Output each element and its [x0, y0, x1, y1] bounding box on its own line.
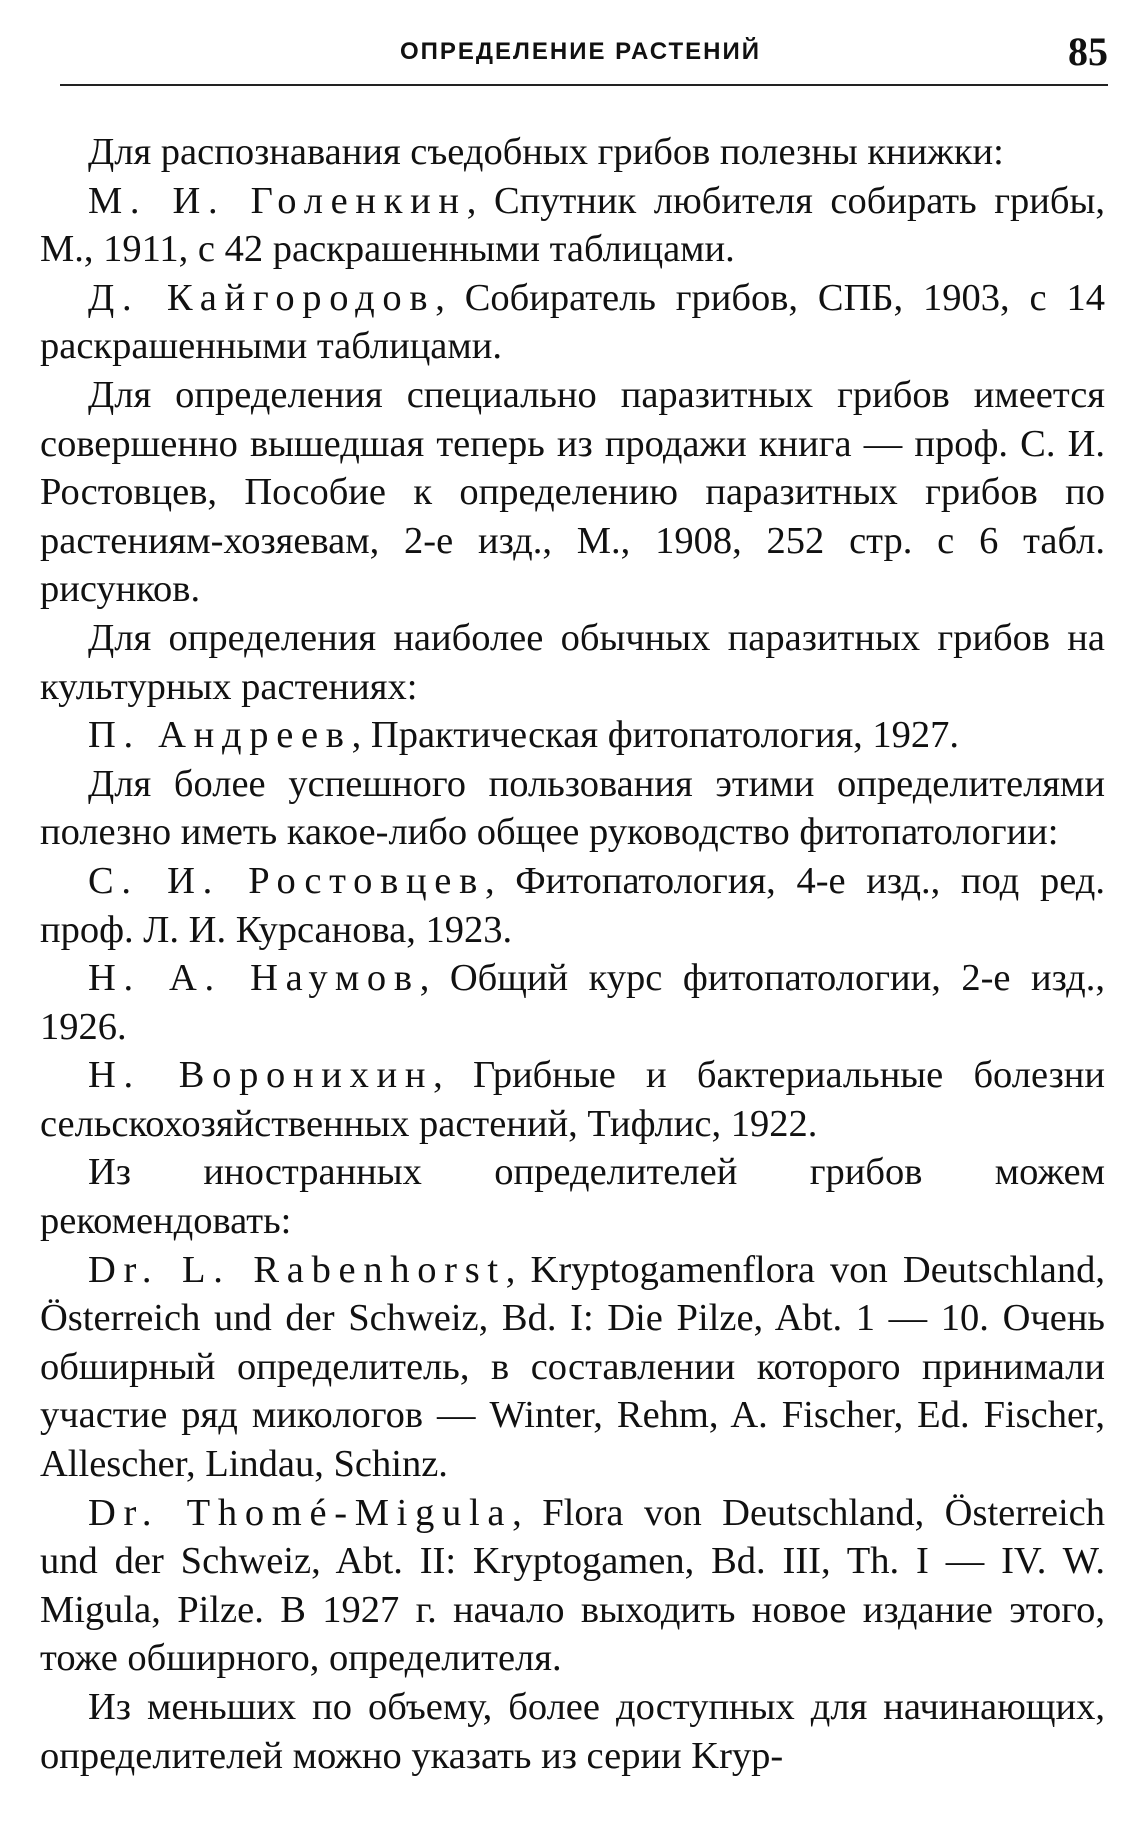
paragraph-text: , Практическая фитопатология, 1927. — [351, 714, 960, 757]
paragraph — [40, 371, 1105, 614]
paragraph — [40, 274, 1105, 371]
paragraph — [40, 1246, 1105, 1489]
author-name: Dr. Thomé-Migula — [88, 1491, 513, 1534]
paragraph-text: Из иностранных определителей грибов можем рекомендовать: — [40, 1151, 1105, 1243]
author-name: П. Андреев — [88, 714, 352, 757]
author-name: Н. А. Наумов — [88, 957, 420, 1000]
paragraph-text: , Kryptogamenflora von Deutschland, Österreich und der Schweiz, Bd. I: Die Pilze, Abt. 1 — 10. Очень обширный определитель, в составлении которого принимали участие ряд микологов — Winter, Rehm, A. Fischer, Ed. Fischer, Allescher, Lindau, Schinz. — [40, 1248, 1105, 1486]
paragraph-text: Для распознавания съедобных грибов полезны книжки: — [88, 131, 1004, 173]
paragraph-text: Из меньших по объему, более доступных для начинающих, определителей можно указать из серии Kryp- — [40, 1686, 1105, 1777]
paragraph — [40, 857, 1105, 954]
paragraph — [40, 177, 1105, 274]
author-name: М. И. Голенкин — [88, 179, 467, 222]
paragraph — [40, 128, 1105, 177]
paragraph — [40, 711, 1105, 760]
paragraph-text: , Собиратель грибов, СПБ, 1903, с 14 раскрашенными таблицами. — [40, 276, 1105, 368]
running-title: ОПРЕДЕЛЕНИЕ РАСТЕНИЙ — [400, 38, 762, 65]
paragraph — [40, 1489, 1105, 1683]
body-text — [40, 128, 1105, 1780]
paragraph — [40, 1683, 1105, 1780]
paragraph-text: Для определения специально паразитных грибов имеется совершенно вышедшая теперь из продажи книга — проф. С. И. Ростовцев, Пособие к определению паразитных грибов по растениям-хозяевам, 2-е изд., М., 1908, 252 стр. с 6 табл. рисунков. — [40, 373, 1105, 611]
paragraph-text: , Общий курс фитопатологии, 2-е изд., 1926. — [40, 957, 1105, 1048]
paragraph-text: , Фитопатология, 4-е изд., под ред. проф. Л. И. Курсанова, 1923. — [40, 859, 1105, 951]
paragraph-text: , Грибные и бактериальные болезни сельскохозяйственных растений, Тифлис, 1922. — [40, 1054, 1105, 1145]
paragraph — [40, 614, 1105, 711]
paragraph — [40, 760, 1105, 857]
paragraph — [40, 1051, 1105, 1148]
author-name: Dr. L. Rabenhorst — [88, 1248, 506, 1291]
paragraph-text: , Спутник любителя собирать грибы, М., 1911, с 42 раскрашенными таблицами. — [40, 179, 1105, 271]
author-name: С. И. Ростовцев — [88, 859, 485, 902]
page-number: 85 — [1068, 29, 1108, 74]
paragraph-text: , Flora von Deutschland, Österreich und der Schweiz, Abt. II: Kryptogamen, Bd. III, Th. I — IV. W. Migula, Pilze. В 1927 г. начало выходить новое издание этого, тоже обширного, определителя. — [40, 1491, 1106, 1680]
paragraph-text: Для определения наиболее обычных паразитных грибов на культурных растениях: — [40, 616, 1105, 708]
author-name: Д. Кайгородов — [88, 276, 436, 319]
paragraph — [40, 954, 1105, 1051]
paragraph-text: Для более успешного пользования этими определителями полезно иметь какое-либо общее руководство фитопатологии: — [40, 762, 1105, 854]
running-header — [60, 28, 1108, 86]
author-name: Н. Воронихин — [88, 1054, 434, 1097]
paragraph — [40, 1148, 1105, 1245]
